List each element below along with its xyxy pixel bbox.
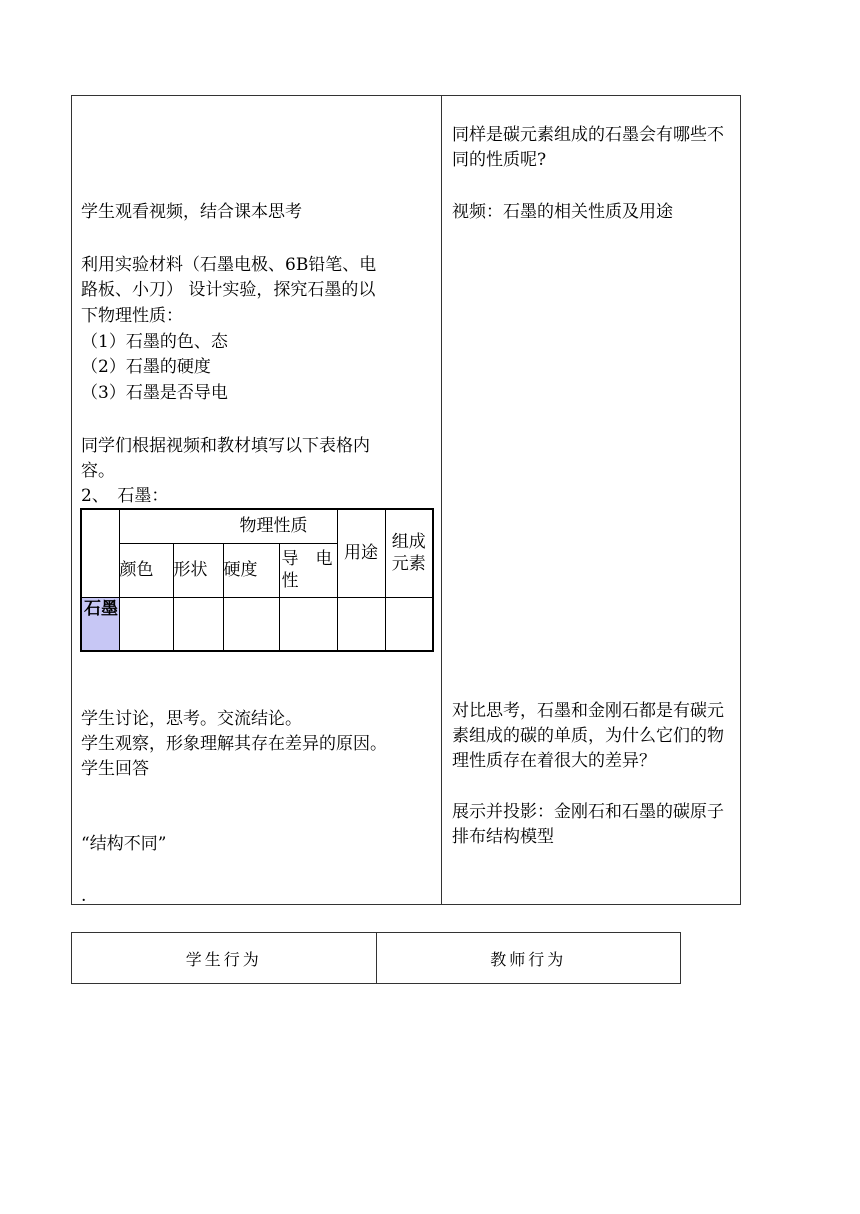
teacher-question-1: 同样是碳元素组成的石墨会有哪些不同的性质呢? [452,125,724,170]
column-divider [441,95,442,905]
graphite-property-table [80,508,434,652]
graphite-hardness-cell [223,597,279,651]
discussion-text: 学生讨论，思考。交流结论。 [81,709,302,729]
section-label: 2、 石墨： [81,486,169,506]
graphite-usage-cell [337,597,385,651]
graphite-composition-cell [385,597,433,651]
structure-quote: “结构不同” [81,834,167,854]
property-item-2: （2）石墨的硬度 [81,357,211,377]
teacher-video-text: 视频：石墨的相关性质及用途 [452,202,673,222]
observation-text: 学生观察，形象理解其存在差异的原因。 [81,734,387,754]
experiment-line-2: 路板、小刀） 设计实验，探究石墨的以 [81,280,376,300]
trailing-dot: . [81,886,87,906]
composition-header: 组成元素 [385,509,433,597]
graphite-conductivity-cell [279,597,337,651]
property-item-1: （1）石墨的色、态 [81,332,228,352]
teacher-behavior-header: 教师行为 [376,933,681,984]
conductivity-header: 导 电性 [279,543,337,597]
student-answer-text: 学生回答 [81,759,149,779]
hardness-header: 硬度 [223,543,279,597]
teacher-projection-text: 展示并投影：金刚石和石墨的碳原子排布结构模型 [452,802,724,847]
experiment-line-1: 利用实验材料（石墨电极、6B铅笔、电 [81,255,377,275]
student-behavior-header: 学生行为 [72,933,377,984]
fill-table-line-2: 容。 [81,461,115,481]
shape-header: 形状 [173,543,223,597]
usage-header: 用途 [337,509,385,597]
color-header: 颜色 [119,543,173,597]
watch-video-text: 学生观看视频，结合课本思考 [81,202,302,222]
experiment-line-3: 下物理性质： [81,306,183,326]
graphite-row-label: 石墨 [81,597,119,651]
graphite-color-cell [119,597,173,651]
physical-properties-header: 物理性质 [119,509,337,543]
property-item-3: （3）石墨是否导电 [81,383,228,403]
behavior-header-table [71,932,681,984]
graphite-shape-cell [173,597,223,651]
teacher-question-2: 对比思考，石墨和金刚石都是有碳元素组成的碳的单质，为什么它们的物理性质存在着很大的差异？ [452,701,724,771]
table-corner-cell [81,509,119,597]
fill-table-line-1: 同学们根据视频和教材填写以下表格内 [81,436,370,456]
